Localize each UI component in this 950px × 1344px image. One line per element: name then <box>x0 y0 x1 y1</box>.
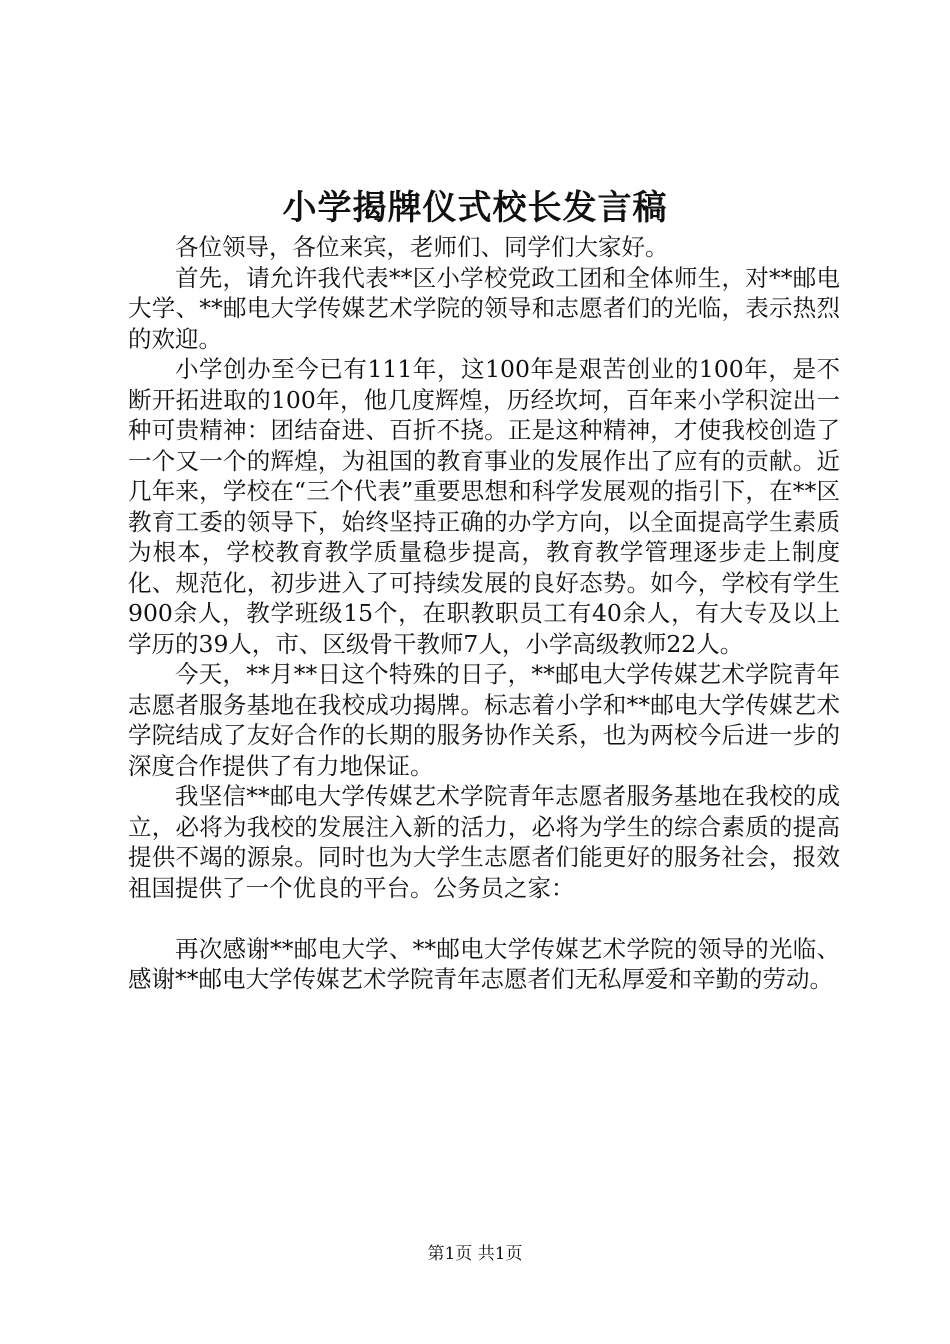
page-footer: 第1页 共1页 <box>427 1244 523 1264</box>
paragraph-unveiling: 今天，**月**日这个特殊的日子，**邮电大学传媒艺术学院青年志愿者服务基地在我校成功揭牌。标志着小学和**邮电大学传媒艺术学院结成了友好合作的长期的服务协作关系，也为两校今后进一步的深度合作提供了有力地保证。 <box>128 660 840 780</box>
document-title: 小学揭牌仪式校长发言稿 <box>282 188 668 228</box>
paragraph-greeting: 各位领导，各位来宾，老师们、同学们大家好。 <box>175 233 669 261</box>
blank-line <box>128 903 840 934</box>
paragraph-thanks: 再次感谢**邮电大学、**邮电大学传媒艺术学院的领导的光临、感谢**邮电大学传媒艺术学院青年志愿者们无私厚爱和辛勤的劳动。 <box>128 934 840 993</box>
paragraph-welcome: 首先，请允许我代表**区小学校党政工团和全体师生，对**邮电大学、**邮电大学传媒艺术学院的领导和志愿者们的光临，表示热烈的欢迎。 <box>128 263 840 353</box>
document-body <box>128 232 840 995</box>
paragraph-school-history: 小学创办至今已有111年，这100年是艰苦创业的100年，是不断开拓进取的100年，他几度辉煌，历经坎坷，百年来小学积淀出一种可贵精神：团结奋进、百折不挠。正是这种精神，才使我校创造了一个又一个的辉煌，为祖国的教育事业的发展作出了应有的贡献。近几年来，学校在“三个代表”重要思想和科学发展观的指引下，在**区教育工委的领导下，始终坚持正确的办学方向，以全面提高学生素质为根本，学校教育教学质量稳步提高，教育教学管理逐步走上制度化、规范化，初步进入了可持续发展的良好态势。如今，学校有学生900余人，教学班级15个，在职教职员工有40余人，有大专及以上学历的39人，市、区级骨干教师7人，小学高级教师22人。 <box>128 355 840 658</box>
paragraph-belief: 我坚信**邮电大学传媒艺术学院青年志愿者服务基地在我校的成立，必将为我校的发展注入新的活力，必将为学生的综合素质的提高提供不竭的源泉。同时也为大学生志愿者们能更好的服务社会，报效祖国提供了一个优良的平台。公务员之家： <box>128 782 840 902</box>
